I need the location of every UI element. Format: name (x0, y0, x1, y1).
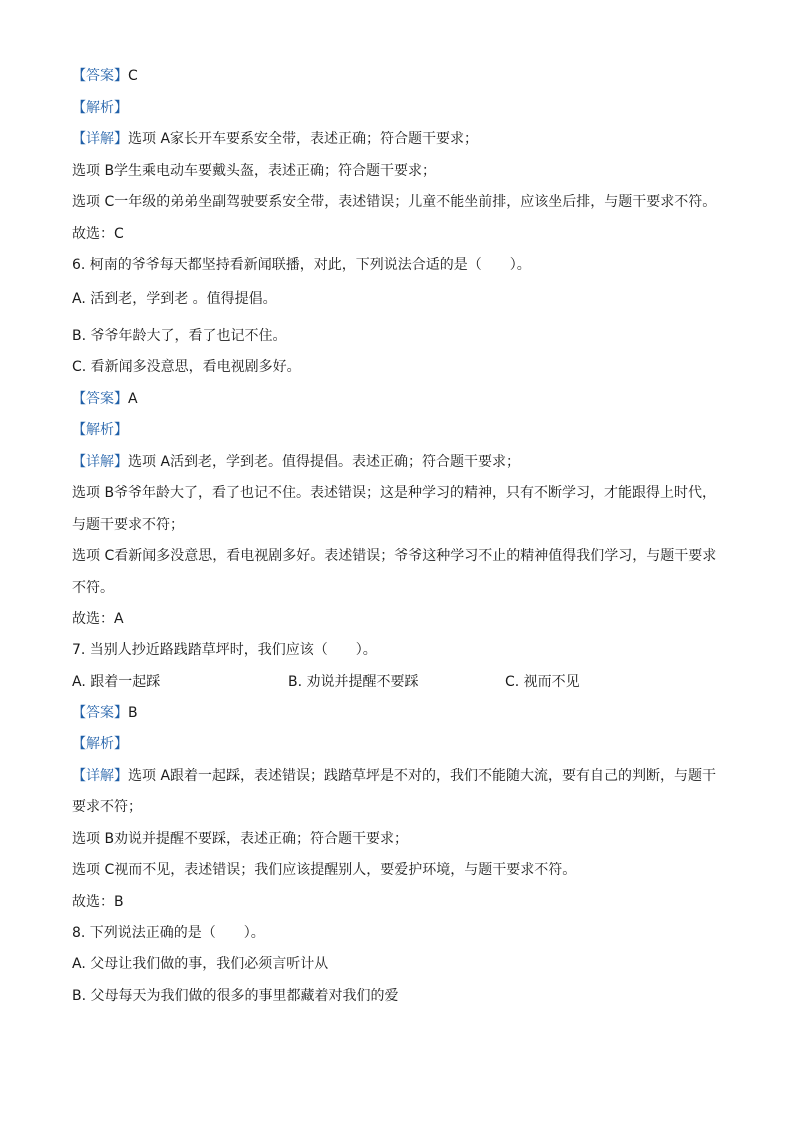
q6-detail-line: 选项 B爷爷年龄大了，看了也记不住。表述错误；这是种学习的精神，只有不断学习，才能跟得上时代， (72, 485, 717, 501)
q6-detail-line (72, 453, 520, 471)
q7-analysis-heading (72, 735, 128, 753)
q7-option-b: B. 劝说并提醒不要踩 (288, 674, 419, 690)
q8-option-a: A. 父母让我们做的事，我们必须言听计从 (72, 956, 329, 972)
detail-text: 选项 A家长开车要系安全带，表述正确；符合题干要求； (128, 131, 479, 147)
q6-conclusion: 故选：A (72, 611, 124, 627)
answer-tag: 【答案】 (72, 68, 128, 84)
q6-option-c: C. 看新闻多没意思，看电视剧多好。 (72, 359, 301, 375)
q5-answer (72, 67, 138, 85)
answer-value: C (128, 68, 138, 84)
q6-detail-line: 选项 C看新闻多没意思，看电视剧多好。表述错误；爷爷这种学习不止的精神值得我们学习，与题干要求 (72, 548, 717, 564)
q5-detail-line: 选项 B学生乘电动车要戴头盔，表述正确；符合题干要求； (72, 163, 437, 179)
q6-option-b: B. 爷爷年龄大了，看了也记不住。 (72, 328, 287, 344)
answer-tag: 【答案】 (72, 705, 128, 721)
q7-detail-line: 要求不符； (72, 799, 142, 815)
q7-option-a: A. 跟着一起踩 (72, 674, 161, 690)
analysis-tag: 【解析】 (72, 422, 128, 438)
q5-detail-line: 选项 C一年级的弟弟坐副驾驶要系安全带，表述错误；儿童不能坐前排，应该坐后排，与题干要求不符。 (72, 194, 717, 210)
analysis-tag: 【解析】 (72, 736, 128, 752)
q5-detail-line (72, 130, 478, 148)
answer-value: B (128, 705, 138, 721)
q7-option-c: C. 视而不见 (505, 674, 580, 690)
detail-tag: 【详解】 (72, 768, 128, 784)
answer-value: A (128, 391, 138, 407)
q8-stem: 8. 下列说法正确的是（ ）。 (72, 925, 265, 941)
q6-stem: 6. 柯南的爷爷每天都坚持看新闻联播，对此，下列说法合适的是（ ）。 (72, 257, 531, 273)
detail-tag: 【详解】 (72, 131, 128, 147)
q5-analysis-heading (72, 99, 128, 117)
detail-tag: 【详解】 (72, 454, 128, 470)
q6-detail-line: 不符。 (72, 580, 114, 596)
q6-answer (72, 390, 138, 408)
q7-conclusion: 故选：B (72, 894, 124, 910)
q7-detail-line (72, 767, 716, 785)
analysis-tag: 【解析】 (72, 100, 128, 116)
detail-text: 选项 A跟着一起踩，表述错误；践踏草坪是不对的，我们不能随大流，要有自己的判断，与题干 (128, 768, 717, 784)
q7-detail-line: 选项 B劝说并提醒不要踩，表述正确；符合题干要求； (72, 831, 409, 847)
q5-conclusion: 故选：C (72, 226, 124, 242)
q6-detail-line: 与题干要求不符； (72, 517, 184, 533)
detail-text: 选项 A活到老，学到老。值得提倡。表述正确；符合题干要求； (128, 454, 521, 470)
q7-detail-line: 选项 C视而不见，表述错误；我们应该提醒别人，要爱护环境，与题干要求不符。 (72, 862, 577, 878)
q8-option-b: B. 父母每天为我们做的很多的事里都藏着对我们的爱 (72, 988, 399, 1004)
q7-stem: 7. 当别人抄近路践踏草坪时，我们应该（ ）。 (72, 642, 377, 658)
q7-answer (72, 704, 138, 722)
q6-option-a: A. 活到老，学到老 。值得提倡。 (72, 291, 277, 307)
q6-analysis-heading (72, 421, 128, 439)
answer-tag: 【答案】 (72, 391, 128, 407)
